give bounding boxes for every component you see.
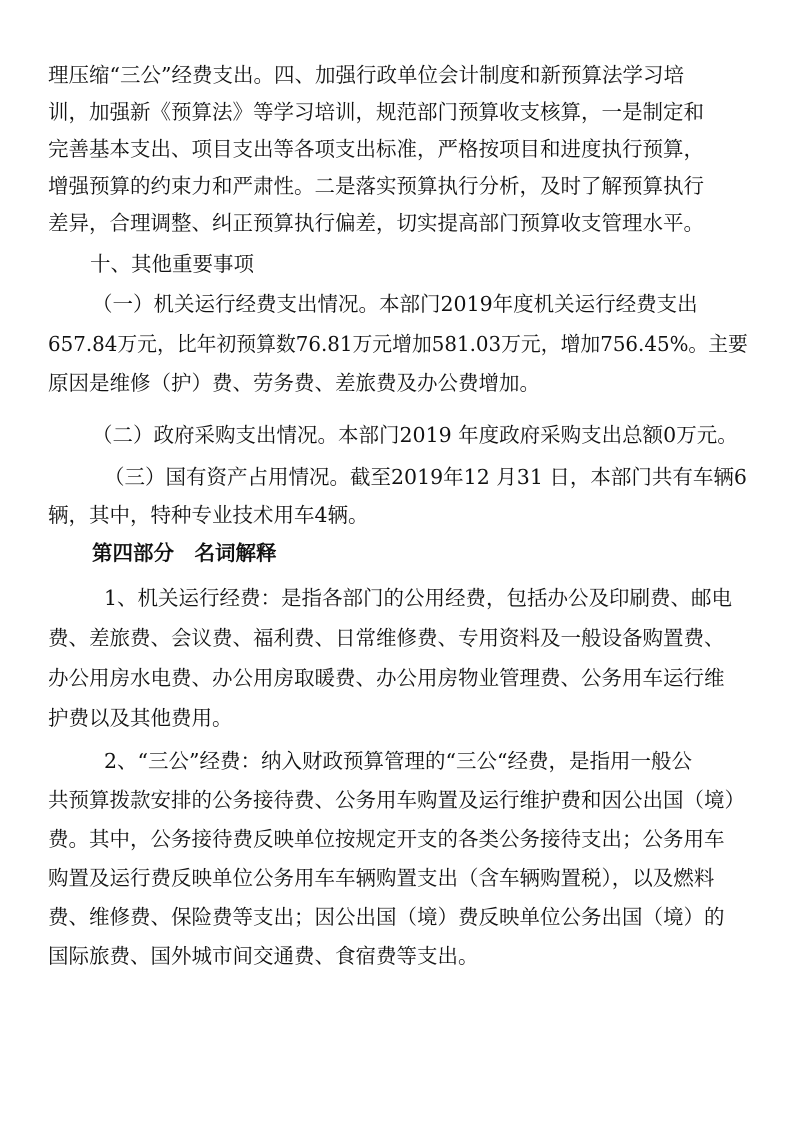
section-ten-heading: 十、其他重要事项 xyxy=(90,252,254,276)
body-text-line: 完善基本支出、项目支出等各项支出标准，严格按项目和进度执行预算， xyxy=(48,137,704,161)
body-text-line: 费。其中，公务接待费反映单位按规定开支的各类公务接待支出；公务用车 xyxy=(48,827,725,851)
body-text-line: （三）国有资产占用情况。截至2019年12 月31 日，本部门共有车辆6 xyxy=(104,465,747,489)
body-text-line: 共预算拨款安排的公务接待费、公务用车购置及运行维护费和因公出国（境） xyxy=(48,788,745,812)
body-text-line: 原因是维修（护）费、劳务费、差旅费及办公费增加。 xyxy=(48,371,540,395)
body-text-line: 购置及运行费反映单位公务用车车辆购置支出（含车辆购置税），以及燃料 xyxy=(48,866,715,890)
body-text-line: （一）机关运行经费支出情况。本部门2019年度机关运行经费支出 xyxy=(92,292,698,316)
body-text-line: 657.84万元，比年初预算数76.81万元增加581.03万元，增加756.45%。主要 xyxy=(48,332,748,356)
body-text-line: 1、机关运行经费：是指各部门的公用经费，包括办公及印刷费、邮电 xyxy=(104,586,733,610)
body-text-line: 增强预算的约束力和严肃性。二是落实预算执行分析，及时了解预算执行 xyxy=(48,174,704,198)
body-text-line: 训，加强新《预算法》等学习培训，规范部门预算收支核算，一是制定和 xyxy=(48,100,704,124)
part-four-heading: 第四部分 名词解释 xyxy=(92,541,277,565)
body-text-line: 辆，其中，特种专业技术用车4辆。 xyxy=(48,503,369,527)
body-text-line: 办公用房水电费、办公用房取暖费、办公用房物业管理费、公务用车运行维 xyxy=(48,666,725,690)
body-text-line: 费、维修费、保险费等支出；因公出国（境）费反映单位公务出国（境）的 xyxy=(48,905,725,929)
body-text-line: 差异，合理调整、纠正预算执行偏差，切实提高部门预算收支管理水平。 xyxy=(48,211,704,235)
body-text-line: 费、差旅费、会议费、福利费、日常维修费、专用资料及一般设备购置费、 xyxy=(48,626,725,650)
body-text-line: 国际旅费、国外城市间交通费、食宿费等支出。 xyxy=(48,944,479,968)
body-text-line: 理压缩“三公”经费支出。四、加强行政单位会计制度和新预算法学习培 xyxy=(48,63,684,87)
body-text-line: （二）政府采购支出情况。本部门2019 年度政府采购支出总额0万元。 xyxy=(92,423,738,447)
body-text-line: 护费以及其他费用。 xyxy=(48,706,233,730)
body-text-line: 2、“三公”经费：纳入财政预算管理的“三公“经费，是指用一般公 xyxy=(104,749,692,773)
